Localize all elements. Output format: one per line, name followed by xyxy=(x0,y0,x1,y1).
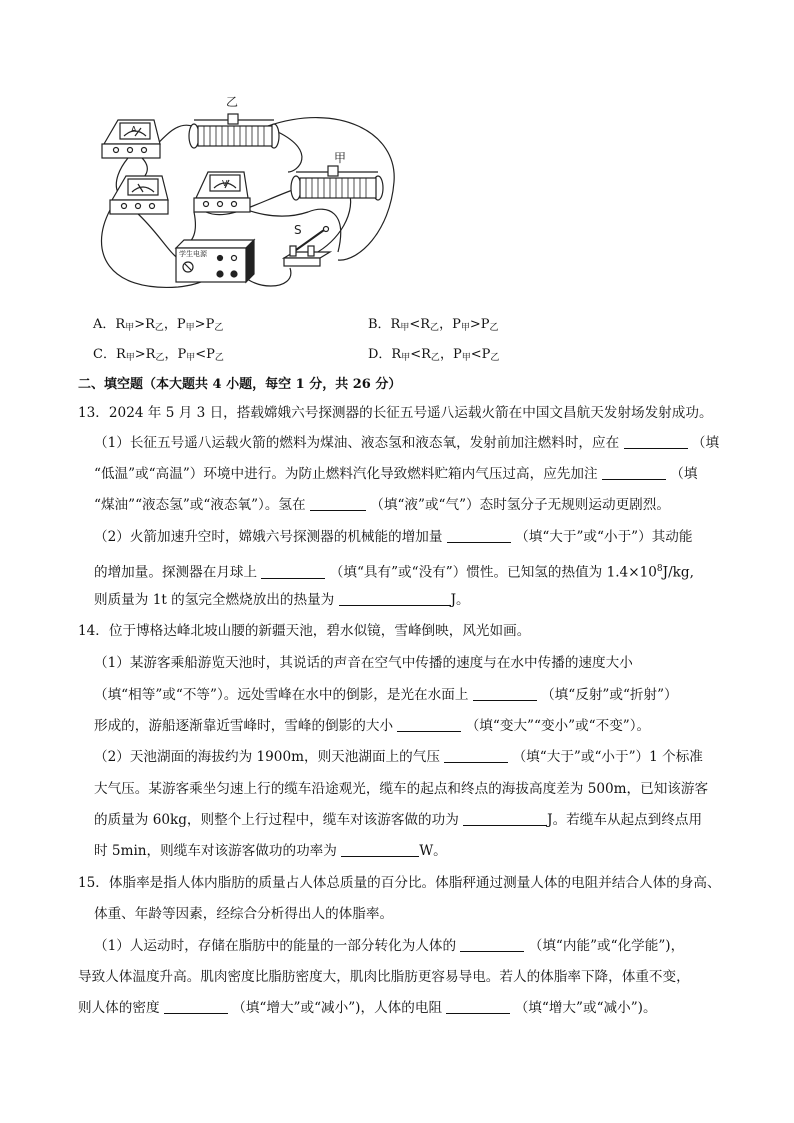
q13-line5: （2）火箭加速升空时，嫦娥六号探测器的机械能的增加量 （填“大于”或“小于”）其动能 xyxy=(94,529,693,545)
answer-blank[interactable] xyxy=(261,565,325,579)
q14-line6: 大气压。某游客乘坐匀速上行的缆车沿途观光，缆车的起点和终点的海拔高度差为 500m，已知该游客 xyxy=(94,781,709,797)
q15-line4: 导致人体温度升高。肌肉密度比脂肪密度大，肌肉比脂肪更容易导电。若人的体脂率下降，体重不变， xyxy=(78,969,690,985)
circuit-figure xyxy=(98,92,418,306)
q15-line2: 体重、年龄等因素，经综合分析得出人的体脂率。 xyxy=(94,906,394,922)
answer-blank[interactable] xyxy=(463,812,547,826)
answer-blank[interactable] xyxy=(447,529,511,543)
q13-line3: “低温”或“高温”）环境中进行。为防止燃料汽化导致燃料贮箱内气压过高，应先加注 （填 xyxy=(94,466,698,482)
answer-blank[interactable] xyxy=(473,687,537,701)
option-b: B．$R_甲<R_乙$，$P_甲>P_乙$ xyxy=(368,317,499,333)
answer-blank[interactable] xyxy=(602,466,666,480)
voltmeter-right xyxy=(194,172,250,212)
q13-line6: 的增加量。探测器在月球上 （填“具有”或“没有”）惯性。已知氢的热值为 $1.4\times 10^8J/kg$, xyxy=(94,564,694,581)
answer-blank[interactable] xyxy=(397,718,461,732)
q14-line3: （填“相等”或“不等”）。远处雪峰在水中的倒影，是光在水面上 （填“反射”或“折射”） xyxy=(94,687,678,703)
rheostat-jia xyxy=(291,166,383,200)
section-heading: 二、填空题（本大题共 4 小题，每空 1 分，共 26 分） xyxy=(78,377,402,392)
rheostat-yi xyxy=(189,114,279,148)
label-s: S xyxy=(294,223,302,237)
answer-blank[interactable] xyxy=(444,749,508,763)
answer-blank[interactable] xyxy=(446,1000,510,1014)
q15-stem: 15．体脂率是指人体内脂肪的质量占人体总质量的百分比。体脂秤通过测量人体的电阻并结合人体的身高、 xyxy=(78,875,721,891)
q14-line7: 的质量为 60kg，则整个上行过程中，缆车对该游客做的功为 J。若缆车从起点到终点用 xyxy=(94,812,703,828)
answer-blank[interactable] xyxy=(624,435,688,449)
q14-line2: （1）某游客乘船游览天池时，其说话的声音在空气中传播的速度与在水中传播的速度大小 xyxy=(94,655,633,671)
q13-line2: （1）长征五号遥八运载火箭的燃料为煤油、液态氢和液态氧，发射前加注燃料时，应在 （填 xyxy=(94,435,720,451)
option-d: D．$R_甲<R_乙$，$P_甲<P_乙$ xyxy=(368,347,500,363)
wire xyxy=(278,132,302,172)
option-c: C．$R_甲>R_乙$，$P_甲<P_乙$ xyxy=(93,347,224,363)
answer-blank[interactable] xyxy=(460,938,524,952)
q14-stem: 14．位于博格达峰北坡山腰的新疆天池，碧水似镜，雪峰倒映，风光如画。 xyxy=(78,623,531,639)
q15-line5: 则人体的密度 （填“增大”或“减小”)，人体的电阻 （填“增大”或“减小”)。 xyxy=(78,1000,657,1016)
power-supply xyxy=(176,240,254,282)
q14-line5: （2）天池湖面的海拔约为 1900m，则天池湖面上的气压 （填“大于”或“小于”）1 个标准 xyxy=(94,749,703,765)
answer-blank[interactable] xyxy=(341,843,419,857)
switch xyxy=(284,227,330,267)
wire xyxy=(136,212,180,260)
answer-blank[interactable] xyxy=(164,1000,228,1014)
answer-blank[interactable] xyxy=(339,592,451,606)
q14-line4: 形成的，游船逐渐靠近雪峰时，雪峰的倒影的大小 （填“变大”“变小”或“不变”）。 xyxy=(94,718,651,734)
q13-stem: 13．2024 年 5 月 3 日，搭载嫦娥六号探测器的长征五号遥八运载火箭在中国文昌航天发射场发射成功。 xyxy=(78,405,713,421)
q13-line4: “煤油”“液态氢”或“液态氧”）。氢在 （填“液”或“气”）态时氢分子无规则运动更剧烈。 xyxy=(94,497,670,513)
q14-line8: 时 5min，则缆车对该游客做功的功率为 W。 xyxy=(94,843,447,859)
answer-blank[interactable] xyxy=(310,497,366,511)
voltmeter-letter: V xyxy=(222,179,228,188)
q15-line3: （1）人运动时，存储在脂肪中的能量的一部分转化为人体的 （填“内能”或“化学能”)， xyxy=(94,938,685,954)
label-yi: 乙 xyxy=(226,95,239,109)
ammeter-letter: A xyxy=(131,125,137,134)
label-jia: 甲 xyxy=(334,151,347,165)
power-supply-label: 学生电源 xyxy=(179,250,207,258)
option-a: A．$R_甲>R_乙$，$P_甲>P_乙$ xyxy=(93,317,224,333)
voltmeter-left xyxy=(110,176,168,214)
q13-line7: 则质量为 1t 的氢完全燃烧放出的热量为 J。 xyxy=(94,592,470,608)
